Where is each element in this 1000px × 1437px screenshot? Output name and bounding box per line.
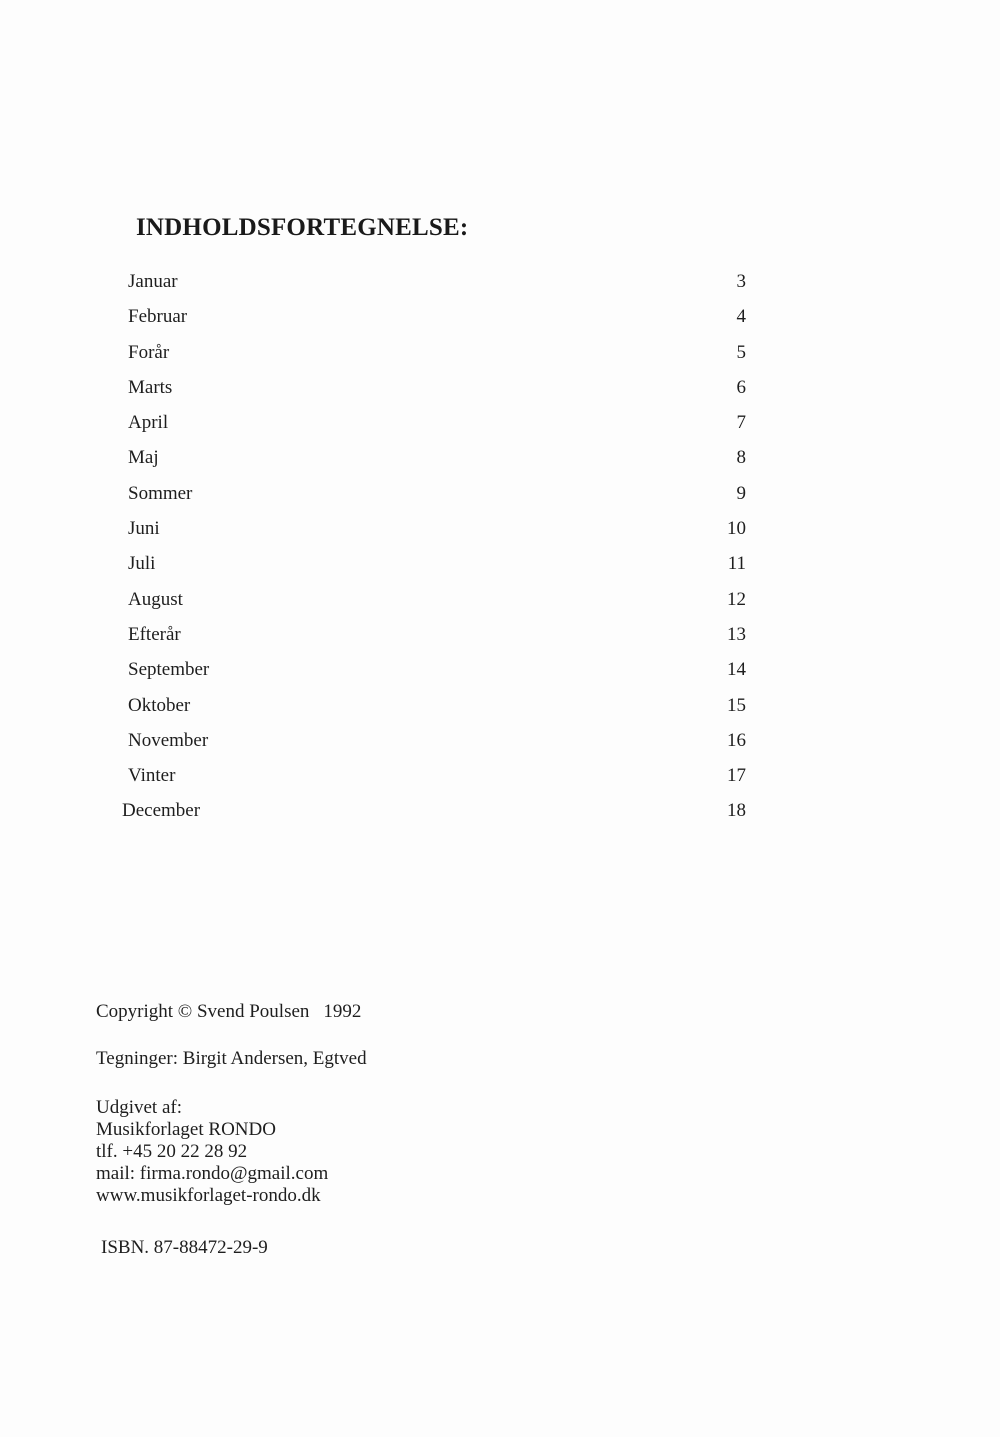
toc-entry-label: Vinter xyxy=(128,765,176,787)
toc-entry xyxy=(0,618,1000,653)
toc-entry-label: Efterår xyxy=(128,623,181,645)
toc-entry-label: December xyxy=(122,800,201,822)
toc-entry-page: 10 xyxy=(727,518,746,540)
toc-entry-label: November xyxy=(128,729,209,751)
toc-entry-page: 4 xyxy=(736,306,746,328)
toc-entry xyxy=(0,759,1000,794)
publisher-block xyxy=(96,1097,328,1207)
toc-entry-label: Marts xyxy=(128,376,173,398)
toc-entry-page: 13 xyxy=(727,623,746,645)
toc-entry-label: April xyxy=(128,412,169,434)
toc-entry xyxy=(0,794,1000,829)
toc-entry xyxy=(0,512,1000,547)
toc-entry-label: Forår xyxy=(128,341,170,363)
toc-entry-label: Februar xyxy=(128,306,188,328)
toc-entry-label: Januar xyxy=(128,271,178,292)
toc-entry xyxy=(0,653,1000,688)
publisher-website: www.musikforlaget-rondo.dk xyxy=(96,1185,321,1206)
toc-entry-page: 9 xyxy=(736,482,746,504)
toc-entry-label: August xyxy=(128,588,183,610)
toc-entry-page: 14 xyxy=(727,659,746,681)
toc-entry-label: Maj xyxy=(128,447,159,469)
copyright-text: Copyright © Svend Poulsen xyxy=(96,1001,310,1022)
toc-entry-label: Sommer xyxy=(128,482,193,504)
toc-entry xyxy=(0,724,1000,759)
published-by-label: Udgivet af: xyxy=(96,1097,183,1118)
toc-entry-page: 11 xyxy=(727,553,746,575)
toc-entry-label: Juni xyxy=(128,518,160,540)
toc-entry xyxy=(0,547,1000,582)
toc-entry-page: 16 xyxy=(727,729,746,751)
toc-entry-page: 5 xyxy=(736,341,746,363)
toc-entry-page: 7 xyxy=(736,412,746,434)
publisher-phone: tlf. +45 20 22 28 92 xyxy=(96,1141,248,1162)
toc-entry xyxy=(0,406,1000,441)
toc-entry xyxy=(0,265,1000,300)
toc-entry xyxy=(0,336,1000,371)
toc-entry-label: September xyxy=(128,659,210,681)
toc-entry-page: 8 xyxy=(736,447,746,469)
toc-title: INDHOLDSFORTEGNELSE: xyxy=(136,214,469,241)
copyright-year: 1992 xyxy=(323,1001,362,1022)
toc-entry-page: 15 xyxy=(727,694,746,716)
toc-entry xyxy=(0,300,1000,335)
toc-entry xyxy=(0,477,1000,512)
toc-entry-label: Oktober xyxy=(128,694,191,716)
isbn-line: ISBN. 87-88472-29-9 xyxy=(101,1237,268,1258)
toc-entry-page: 12 xyxy=(727,588,746,610)
toc-entry-page: 18 xyxy=(727,800,746,822)
toc-list xyxy=(0,265,1000,830)
drawings-credit: Tegninger: Birgit Andersen, Egtved xyxy=(96,1048,367,1069)
publisher-name: Musikforlaget RONDO xyxy=(96,1119,276,1140)
toc-entry-page: 3 xyxy=(736,271,746,292)
toc-entry-label: Juli xyxy=(128,553,156,575)
toc-entry xyxy=(0,371,1000,406)
copyright-line xyxy=(96,1001,361,1023)
toc-entry-page: 6 xyxy=(736,376,746,398)
toc-entry xyxy=(0,583,1000,618)
toc-entry-page: 17 xyxy=(727,765,746,787)
toc-entry xyxy=(0,441,1000,476)
publisher-mail: mail: firma.rondo@gmail.com xyxy=(96,1163,329,1184)
toc-entry xyxy=(0,689,1000,724)
